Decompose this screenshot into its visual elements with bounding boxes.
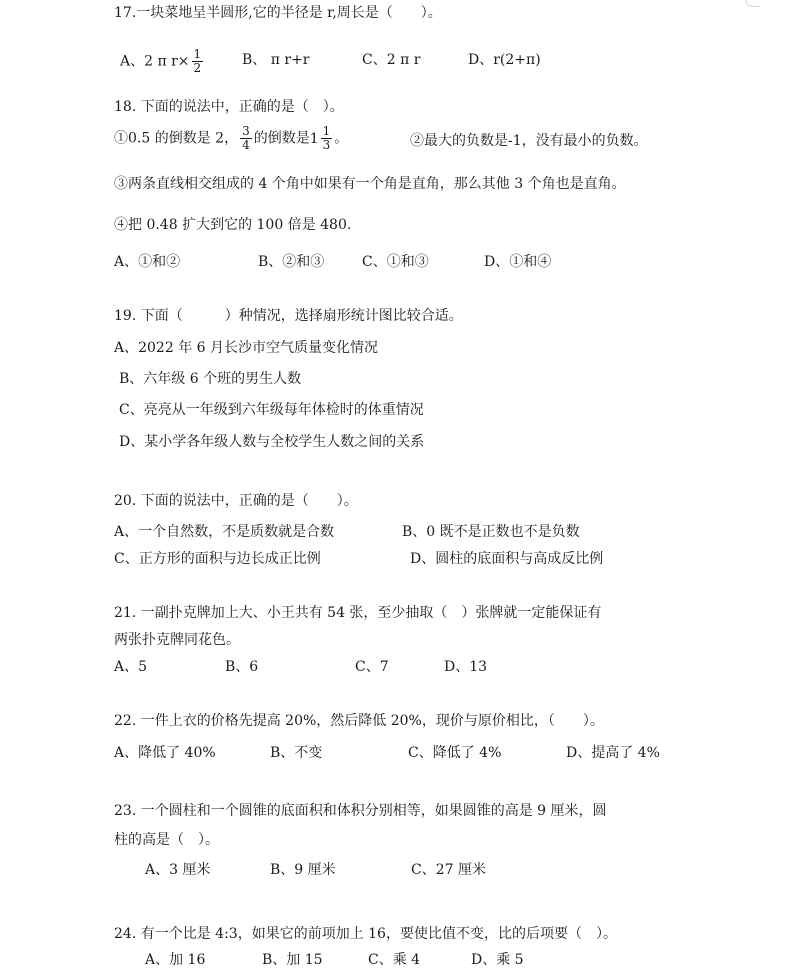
q18-statement-4: ④把 0.48 扩大到它的 100 倍是 480. [114,217,352,233]
q20-option-c[interactable]: C、正方形的面积与边长成正比例 [114,551,321,567]
q20-stem: 20. 下面的说法中，正确的是（ ）。 [114,493,358,509]
q18-statement-3: ③两条直线相交组成的 4 个角中如果有一个角是直角，那么其他 3 个角也是直角。 [114,176,626,192]
q22-option-a[interactable]: A、降低了 40% [114,745,216,761]
q24-option-b[interactable]: B、加 15 [262,952,323,968]
q23-option-b[interactable]: B、9 厘米 [270,862,336,878]
q18-statement-2: ②最大的负数是-1，没有最小的负数。 [410,133,648,149]
q18-stem: 18. 下面的说法中，正确的是（ ）。 [114,99,344,115]
q18-mixed-number: 1 $\frac{1}{3}$ [309,124,331,152]
q21-option-c[interactable]: C、7 [355,659,389,675]
q20-option-d[interactable]: D、圆柱的底面积与高成反比例 [410,551,604,567]
q21-stem-line1: 21. 一副扑克牌加上大、小王共有 54 张，至少抽取（ ）张牌就一定能保证有 [114,605,602,621]
q23-stem-line2: 柱的高是（ ）。 [114,832,219,848]
q21-option-b[interactable]: B、6 [225,659,259,675]
q18-option-c[interactable]: C、①和③ [362,254,429,270]
q17-option-b[interactable]: B、 π r+r [242,52,310,68]
q24-option-c[interactable]: C、乘 4 [368,952,421,968]
q22-option-d[interactable]: D、提高了 4% [566,745,660,761]
q17-stem: 17.一块菜地呈半圆形,它的半径是 r,周长是（ ）。 [114,5,442,21]
q18-option-a[interactable]: A、①和② [114,254,181,270]
q20-option-b[interactable]: B、0 既不是正数也不是负数 [402,524,580,540]
q23-option-c[interactable]: C、27 厘米 [411,862,486,878]
q18-fraction-three-quarters: $\frac{3}{4}$ [242,124,250,152]
q19-option-c[interactable]: C、亮亮从一年级到六年级每年体检时的体重情况 [119,402,424,418]
q19-option-d[interactable]: D、某小学各年级人数与全校学生人数之间的关系 [119,434,425,450]
q17-option-a-fraction: $\frac{1}{2}$ [193,47,202,75]
q18-option-d[interactable]: D、①和④ [484,254,552,270]
q18-statement-1: ①0.5 的倒数是 2， $\frac{3}{4}$ 的倒数是 1 $\frac{1}{3}$ 。 [114,124,349,152]
q23-option-a[interactable]: A、3 厘米 [145,862,211,878]
q22-option-c[interactable]: C、降低了 4% [408,745,502,761]
q18-option-b[interactable]: B、②和③ [258,254,325,270]
page-corner-mark [745,0,760,7]
q19-option-a[interactable]: A、2022 年 6 月长沙市空气质量变化情况 [114,340,378,356]
q22-option-b[interactable]: B、不变 [270,745,323,761]
q24-stem: 24. 有一个比是 4:3，如果它的前项加上 16，要使比值不变，比的后项要（ ）。 [114,926,617,942]
q21-stem-line2: 两张扑克牌同花色。 [114,632,240,648]
q17-option-c[interactable]: C、2 π r [362,52,421,68]
q21-option-a[interactable]: A、5 [114,659,148,675]
q19-stem: 19. 下面（ ）种情况，选择扇形统计图比较合适。 [114,308,463,324]
q20-option-a[interactable]: A、一个自然数，不是质数就是合数 [114,524,335,540]
q17-option-a-text: A、2 π r× [120,53,190,70]
q17-option-a[interactable] [120,48,205,75]
q24-option-d[interactable]: D、乘 5 [471,952,524,968]
q23-stem-line1: 23. 一个圆柱和一个圆锥的底面积和体积分别相等，如果圆锥的高是 9 厘米，圆 [114,803,607,819]
q19-option-b[interactable]: B、六年级 6 个班的男生人数 [119,371,302,387]
q24-option-a[interactable]: A、加 16 [145,952,206,968]
q21-option-d[interactable]: D、13 [444,659,488,675]
q17-option-d[interactable]: D、r(2+π) [468,52,541,68]
q22-stem: 22. 一件上衣的价格先提高 20%，然后降低 20%，现价与原价相比，（ ）。 [114,713,604,729]
